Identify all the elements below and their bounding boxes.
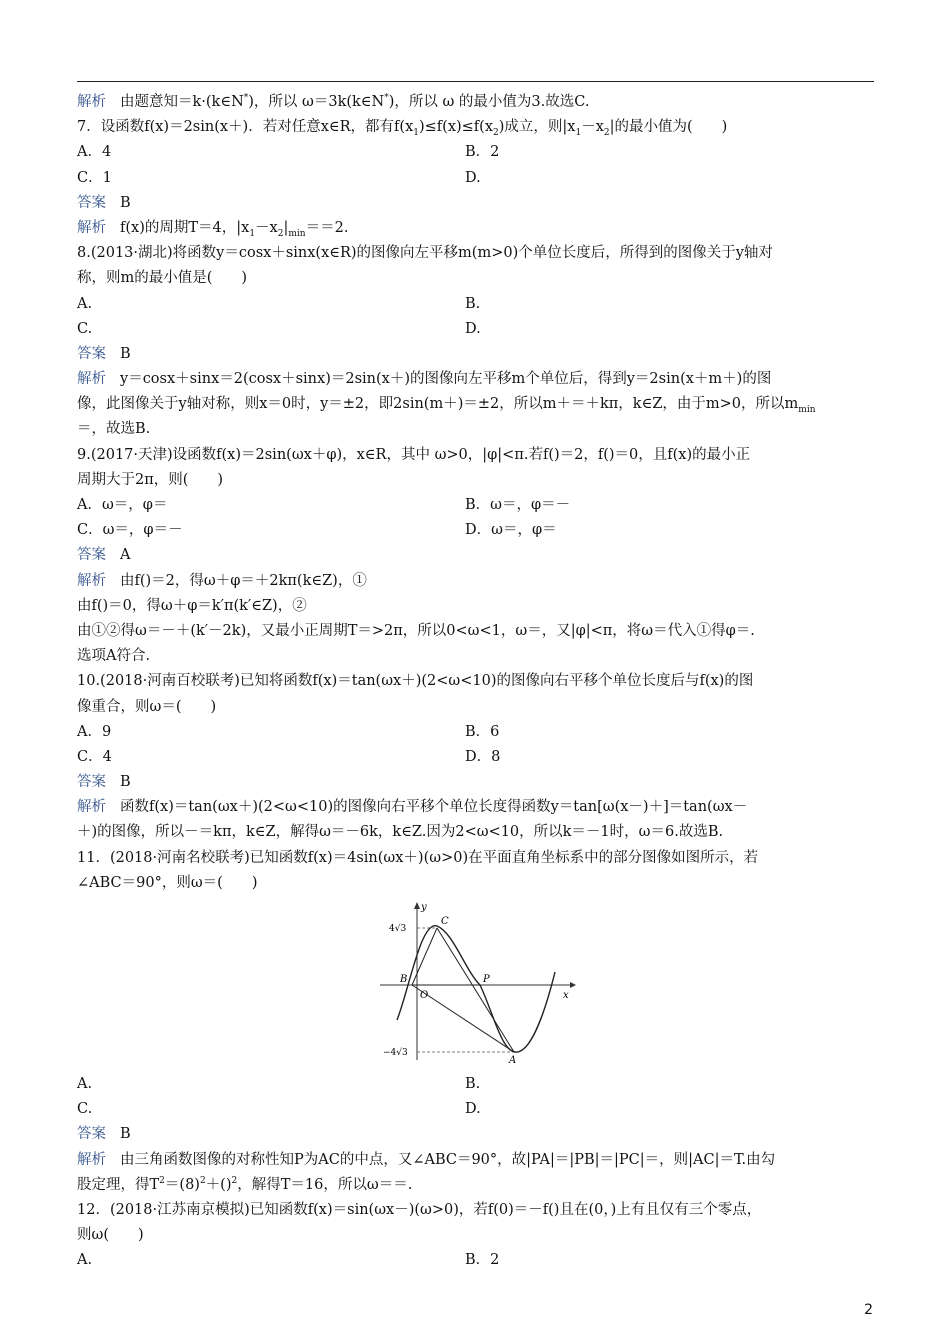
question-7-options-row — [77, 140, 877, 165]
question-10-options-row — [77, 720, 877, 745]
analysis-line: ＝，故选B. — [77, 421, 151, 438]
top-value-label: 4√3 — [389, 924, 407, 934]
option-a: A．9 — [77, 723, 112, 740]
analysis-line: 股定理，得$T^2=(8)^2+()^2$，解得T＝16，所以ω＝＝. — [77, 1175, 413, 1193]
option-d: D．8 — [465, 748, 501, 765]
question-11-figure — [77, 900, 877, 1068]
y-axis-arrow — [414, 902, 420, 909]
analysis-line: 解析 由f()＝2，得ω＋φ＝＋2kπ(k∈Z)，① — [77, 572, 367, 589]
option-b: B. — [465, 295, 481, 312]
answer-line: 答案 B — [77, 1126, 131, 1143]
analysis-tag: 解析 — [77, 1151, 106, 1168]
point-c-label: C — [441, 916, 449, 927]
question-11-stem: 11．(2018·河南名校联考)已知函数f(x)＝4sin(ωx＋)(ω>0)在平面直角坐标系中的部分图像如图所示，若 — [77, 849, 759, 866]
point-a-label: A — [509, 1055, 517, 1064]
question-10-options-row — [77, 745, 877, 770]
answer-tag: 答案 — [77, 345, 106, 362]
question-8-options-row — [77, 317, 877, 342]
question-12-stem: 12．(2018·江苏南京模拟)已知函数f(x)＝sin(ωx－)(ω>0)，若f(0)＝－f()且在(0，)上有且仅有三个零点， — [77, 1201, 762, 1218]
option-c: C．ω＝，φ＝－ — [77, 522, 183, 539]
question-10-stem: 像重合，则ω＝( ) — [77, 698, 217, 715]
answer-line: 答案 A — [77, 547, 131, 564]
bottom-value-label: −4√3 — [383, 1048, 408, 1058]
option-c: C．1 — [77, 169, 112, 186]
answer-tag: 答案 — [77, 774, 106, 791]
page-number: 2 — [864, 1302, 873, 1318]
question-8-stem: 称，则m的最小值是( ) — [77, 270, 248, 287]
answer-line: 答案 B — [77, 345, 131, 362]
point-p-label: P — [483, 974, 490, 985]
option-a: A. — [77, 295, 93, 312]
answer-tag: 答案 — [77, 194, 106, 211]
question-12-options-row — [77, 1248, 877, 1273]
analysis-tag: 解析 — [77, 219, 106, 236]
option-b: B. — [465, 1076, 481, 1092]
question-9-stem: 9.(2017·天津)设函数f(x)＝2sin(ωx＋φ)，x∈R，其中 ω>0，|φ|<π.若f()＝2，f()＝0，且f(x)的最小正 — [77, 446, 751, 463]
option-c: C. — [77, 320, 93, 337]
analysis-line: 解析 y＝cosx＋sinx＝2(cosx＋sinx)＝2sin(x＋)的图像向左平移m个单位后，得到y＝2sin(x＋m＋)的图 — [77, 371, 772, 388]
analysis-line: 解析 由三角函数图像的对称性知P为AC的中点，又∠ABC＝90°，故|PA|＝|PB|＝|PC|＝，则|AC|＝T.由勾 — [77, 1151, 776, 1168]
question-9-stem: 周期大于2π，则( ) — [77, 471, 224, 488]
option-a: A．ω＝，φ＝ — [77, 497, 168, 513]
analysis-line: 解析 由题意知＝k·(k∈N*)，所以 ω＝3k(k∈N*)，所以 ω 的最小值为3.故选C. — [77, 93, 590, 110]
question-7-stem: 7．设函数f(x)＝2sin(x＋)．若对任意x∈R，都有$f(x_1)\le f(x)\le f(x_2)$成立，则$|x_1-x_2|$的最小值为( ) — [77, 119, 728, 139]
option-b: B．ω＝，φ＝－ — [465, 497, 571, 513]
option-d: D. — [465, 1101, 481, 1118]
question-7-options-row — [77, 166, 877, 191]
answer-line: 答案 B — [77, 774, 131, 791]
answer-line: 答案 B — [77, 194, 131, 211]
analysis-line: 选项A符合. — [77, 648, 151, 665]
analysis-tag: 解析 — [77, 94, 106, 110]
page-content — [77, 90, 877, 1274]
question-9-options-row — [77, 518, 877, 543]
point-o-label: O — [420, 990, 429, 1001]
option-b: B．6 — [465, 723, 500, 740]
x-axis-label: x — [563, 990, 569, 1001]
option-b: B．2 — [465, 1252, 500, 1269]
option-c: C. — [77, 1101, 93, 1118]
analysis-tag: 解析 — [77, 371, 106, 388]
option-a: A. — [77, 1252, 93, 1269]
option-c: C．4 — [77, 748, 112, 765]
segment-ca — [437, 928, 514, 1052]
option-d: D. — [465, 169, 481, 186]
x-axis-arrow — [570, 982, 576, 988]
question-8-stem: 8.(2013·湖北)将函数y＝cosx＋sinx(x∈R)的图像向左平移m(m>0)个单位长度后，所得到的图像关于y轴对 — [77, 245, 773, 262]
analysis-line: 由f()＝0，得ω＋φ＝k′π(k′∈Z)，② — [77, 597, 307, 614]
analysis-line: ＋)的图像，所以－＝kπ，k∈Z，解得ω＝－6k，k∈Z.因为2<ω<10，所以k＝－1时，ω＝6.故选B. — [77, 824, 724, 841]
sine-curve — [397, 926, 555, 1052]
analysis-tag: 解析 — [77, 572, 106, 589]
y-axis-label: y — [421, 902, 427, 913]
analysis-line: 解析 函数f(x)＝tan(ωx＋)(2<ω<10)的图像向右平移个单位长度得函数y＝tan[ω(x－)＋]＝tan(ωx－ — [77, 799, 748, 816]
analysis-tag: 解析 — [77, 799, 106, 816]
question-11-options-row — [77, 1097, 877, 1122]
question-9-options-row — [77, 493, 877, 518]
option-a: A．4 — [77, 144, 112, 161]
option-d: D. — [465, 320, 481, 337]
header-rule — [77, 81, 874, 82]
option-a: A. — [77, 1076, 93, 1092]
analysis-line: 像，此图像关于y轴对称，则x＝0时，y＝±2，即2sin(m＋)＝±2，所以m＋＝＋kπ，k∈Z，由于m>0，所以$m_{min}$ — [77, 396, 816, 416]
sine-graph — [377, 900, 577, 1064]
question-11-stem: ∠ABC＝90°，则ω＝( ) — [77, 874, 258, 891]
point-b-label: B — [400, 974, 408, 985]
analysis-line: 解析 f(x)的周期T＝4，$|x_1-x_2|_{min}==2$. — [77, 219, 349, 239]
question-12-stem: 则ω( ) — [77, 1227, 144, 1244]
option-d: D．ω＝，φ＝ — [465, 522, 557, 539]
analysis-line: 由①②得ω＝－＋(k′－2k)，又最小正周期T＝>2π，所以0<ω<1，ω＝，又|φ|<π，将ω＝代入①得φ＝. — [77, 622, 755, 639]
answer-tag: 答案 — [77, 1126, 106, 1143]
answer-tag: 答案 — [77, 547, 106, 564]
option-b: B．2 — [465, 144, 500, 161]
question-11-options-row — [77, 1072, 877, 1097]
question-10-stem: 10.(2018·河南百校联考)已知将函数f(x)＝tan(ωx＋)(2<ω<10)的图像向右平移个单位长度后与f(x)的图 — [77, 673, 754, 690]
question-8-options-row — [77, 292, 877, 317]
